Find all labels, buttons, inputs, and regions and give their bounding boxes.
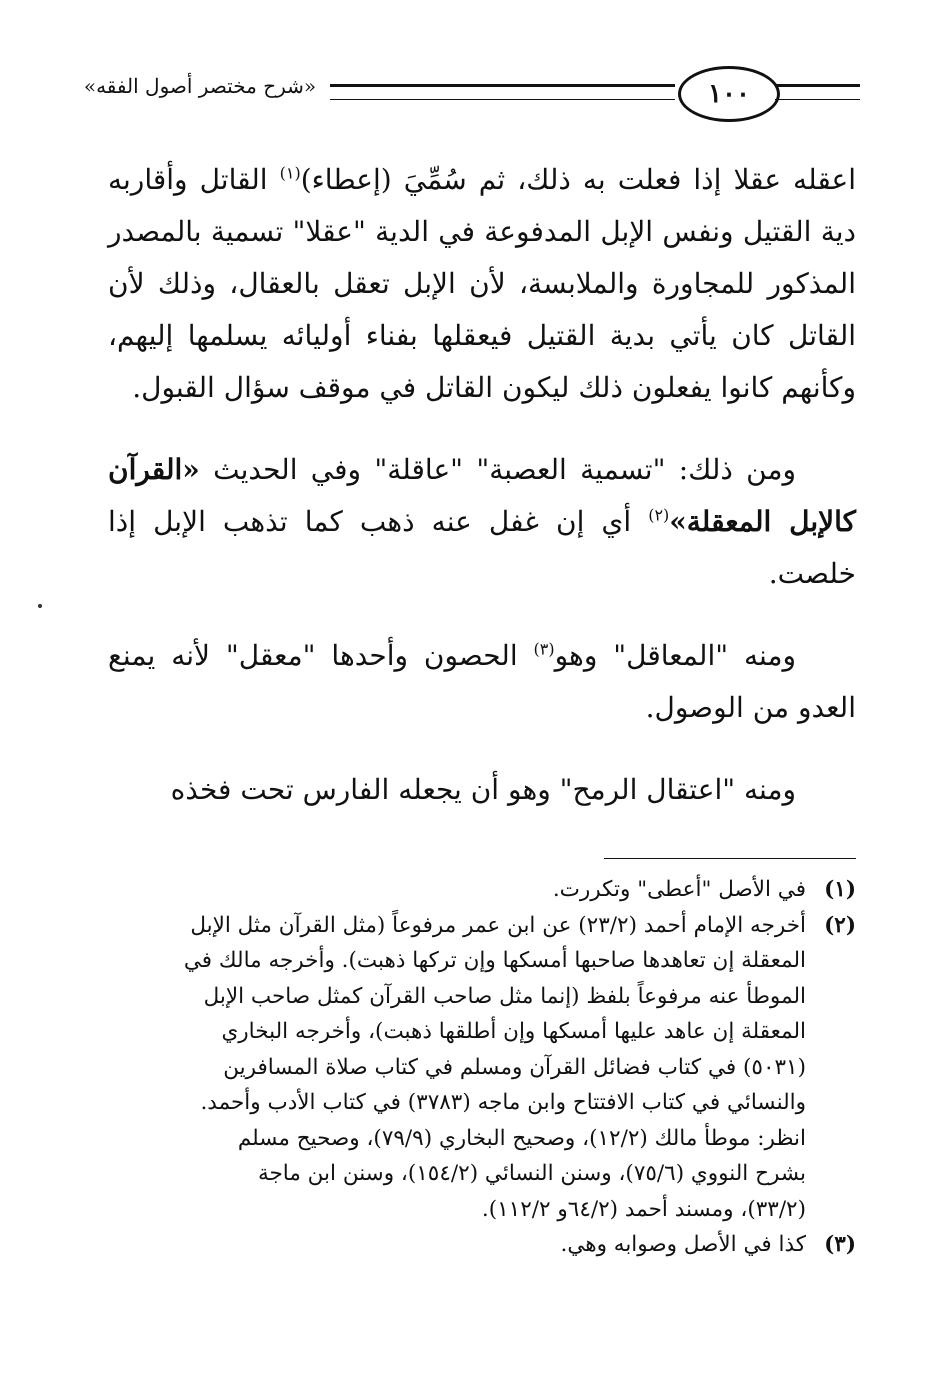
footnote-text [108, 872, 806, 908]
p1-text-b: القاتل وأقاربه دية القتيل ونفس الإبل المدفوعة في الدية "عقلا" تسمية بالمصدر المذكور للمجاورة والملابسة، لأن الإبل تعقل بالعقال، وذلك لأن القاتل كان يأتي بدية القتيل فيعقلها بفناء أوليائه يسلمها إليهم، وكأنهم كانوا يفعلون ذلك ليكون القاتل في موقف سؤال القبول. [108, 163, 856, 404]
p4-text: ومنه "اعتقال الرمح" وهو أن يجعله الفارس تحت فخذه [170, 773, 796, 806]
footnote-line: في الأصل "أعطى" وتكررت. [552, 877, 806, 902]
footnote-line: الموطأ عنه مرفوعاً بلفظ (إنما مثل صاحب القرآن كمثل صاحب الإبل [203, 983, 806, 1009]
footnote-number: (٢) [824, 912, 856, 938]
footnote-number: (٣) [824, 1232, 856, 1257]
footnote-line: المعقلة إن عاهد عليها أمسكها وإن أطلقها ذهبت)، وأخرجه البخاري [221, 1019, 806, 1044]
p2-text-b: أي إن غفل عنه ذهب كما تذهب الإبل إذا خلصت. [108, 505, 856, 590]
footnote-line: بشرح النووي (٧٥/٦)، وسنن النسائي (١٥٤/٢)، وسنن ابن ماجة [257, 1161, 806, 1186]
paragraph-4 [108, 764, 856, 816]
main-text [108, 154, 856, 816]
page-number-text: ١٠٠ [708, 79, 750, 109]
p3-text-a: ومنه "المعاقل" وهو [554, 639, 796, 672]
header-rule-left [330, 84, 675, 100]
margin-dot [38, 604, 42, 608]
running-title: «شرح مختصر أصول الفقه» [83, 74, 317, 98]
footnote-ref-1[interactable]: (١) [279, 163, 301, 183]
page-number [678, 66, 780, 122]
footnote-ref-2[interactable]: (٢) [648, 505, 670, 525]
paragraph-3 [108, 630, 856, 734]
footnote-line: انظر: موطأ مالك (١٢/٢)، وصحيح البخاري (٧٩/٩)، وصحيح مسلم [237, 1125, 806, 1151]
footnote-line: أخرجه الإمام أحمد (٢٣/٢) عن ابن عمر مرفوعاً (مثل القرآن مثل الإبل [190, 912, 806, 938]
footnote-line: (٣٣/٢)، ومسند أحمد (٦٤/٢و ١١٢/٢). [481, 1196, 806, 1222]
footnote-text [108, 908, 806, 1228]
footnote-line: المعقلة إن تعاهدها صاحبها أمسكها وإن تركها ذهبت). وأخرجه مالك في [183, 948, 806, 973]
p3-text-b: الحصون وأحدها "معقل" لأنه يمنع العدو من الوصول. [108, 639, 856, 724]
footnote-3 [108, 1227, 856, 1263]
hadith-quote: «القرآن كالإبل المعقلة» [108, 453, 856, 538]
paragraph-2 [108, 444, 856, 600]
p2-text-a: ومن ذلك: "تسمية العصبة" "عاقلة" وفي الحديث [199, 453, 796, 486]
footnote-text [108, 1227, 806, 1263]
footnote-2 [108, 908, 856, 1228]
footnote-line: كذا في الأصل وصوابه وهي. [560, 1232, 806, 1257]
p1-text-a: اعقله عقلا إذا فعلت به ذلك، ثم سُمِّيَ (إعطاء) [300, 163, 856, 196]
footnote-1 [108, 872, 856, 908]
footnote-separator [604, 858, 856, 859]
header-rule-right [775, 84, 860, 100]
footnotes [108, 872, 856, 1263]
footnote-line: والنسائي في كتاب الافتتاح وابن ماجه (٣٧٨٣) في كتاب الأدب وأحمد. [200, 1090, 806, 1115]
footnote-line: (٥٠٣١) في كتاب فضائل القرآن ومسلم في كتاب صلاة المسافرين [223, 1054, 806, 1080]
paragraph-1 [108, 154, 856, 414]
footnote-ref-3[interactable]: (٣) [533, 639, 555, 659]
footnote-number: (١) [824, 877, 856, 902]
page-header [80, 62, 860, 122]
